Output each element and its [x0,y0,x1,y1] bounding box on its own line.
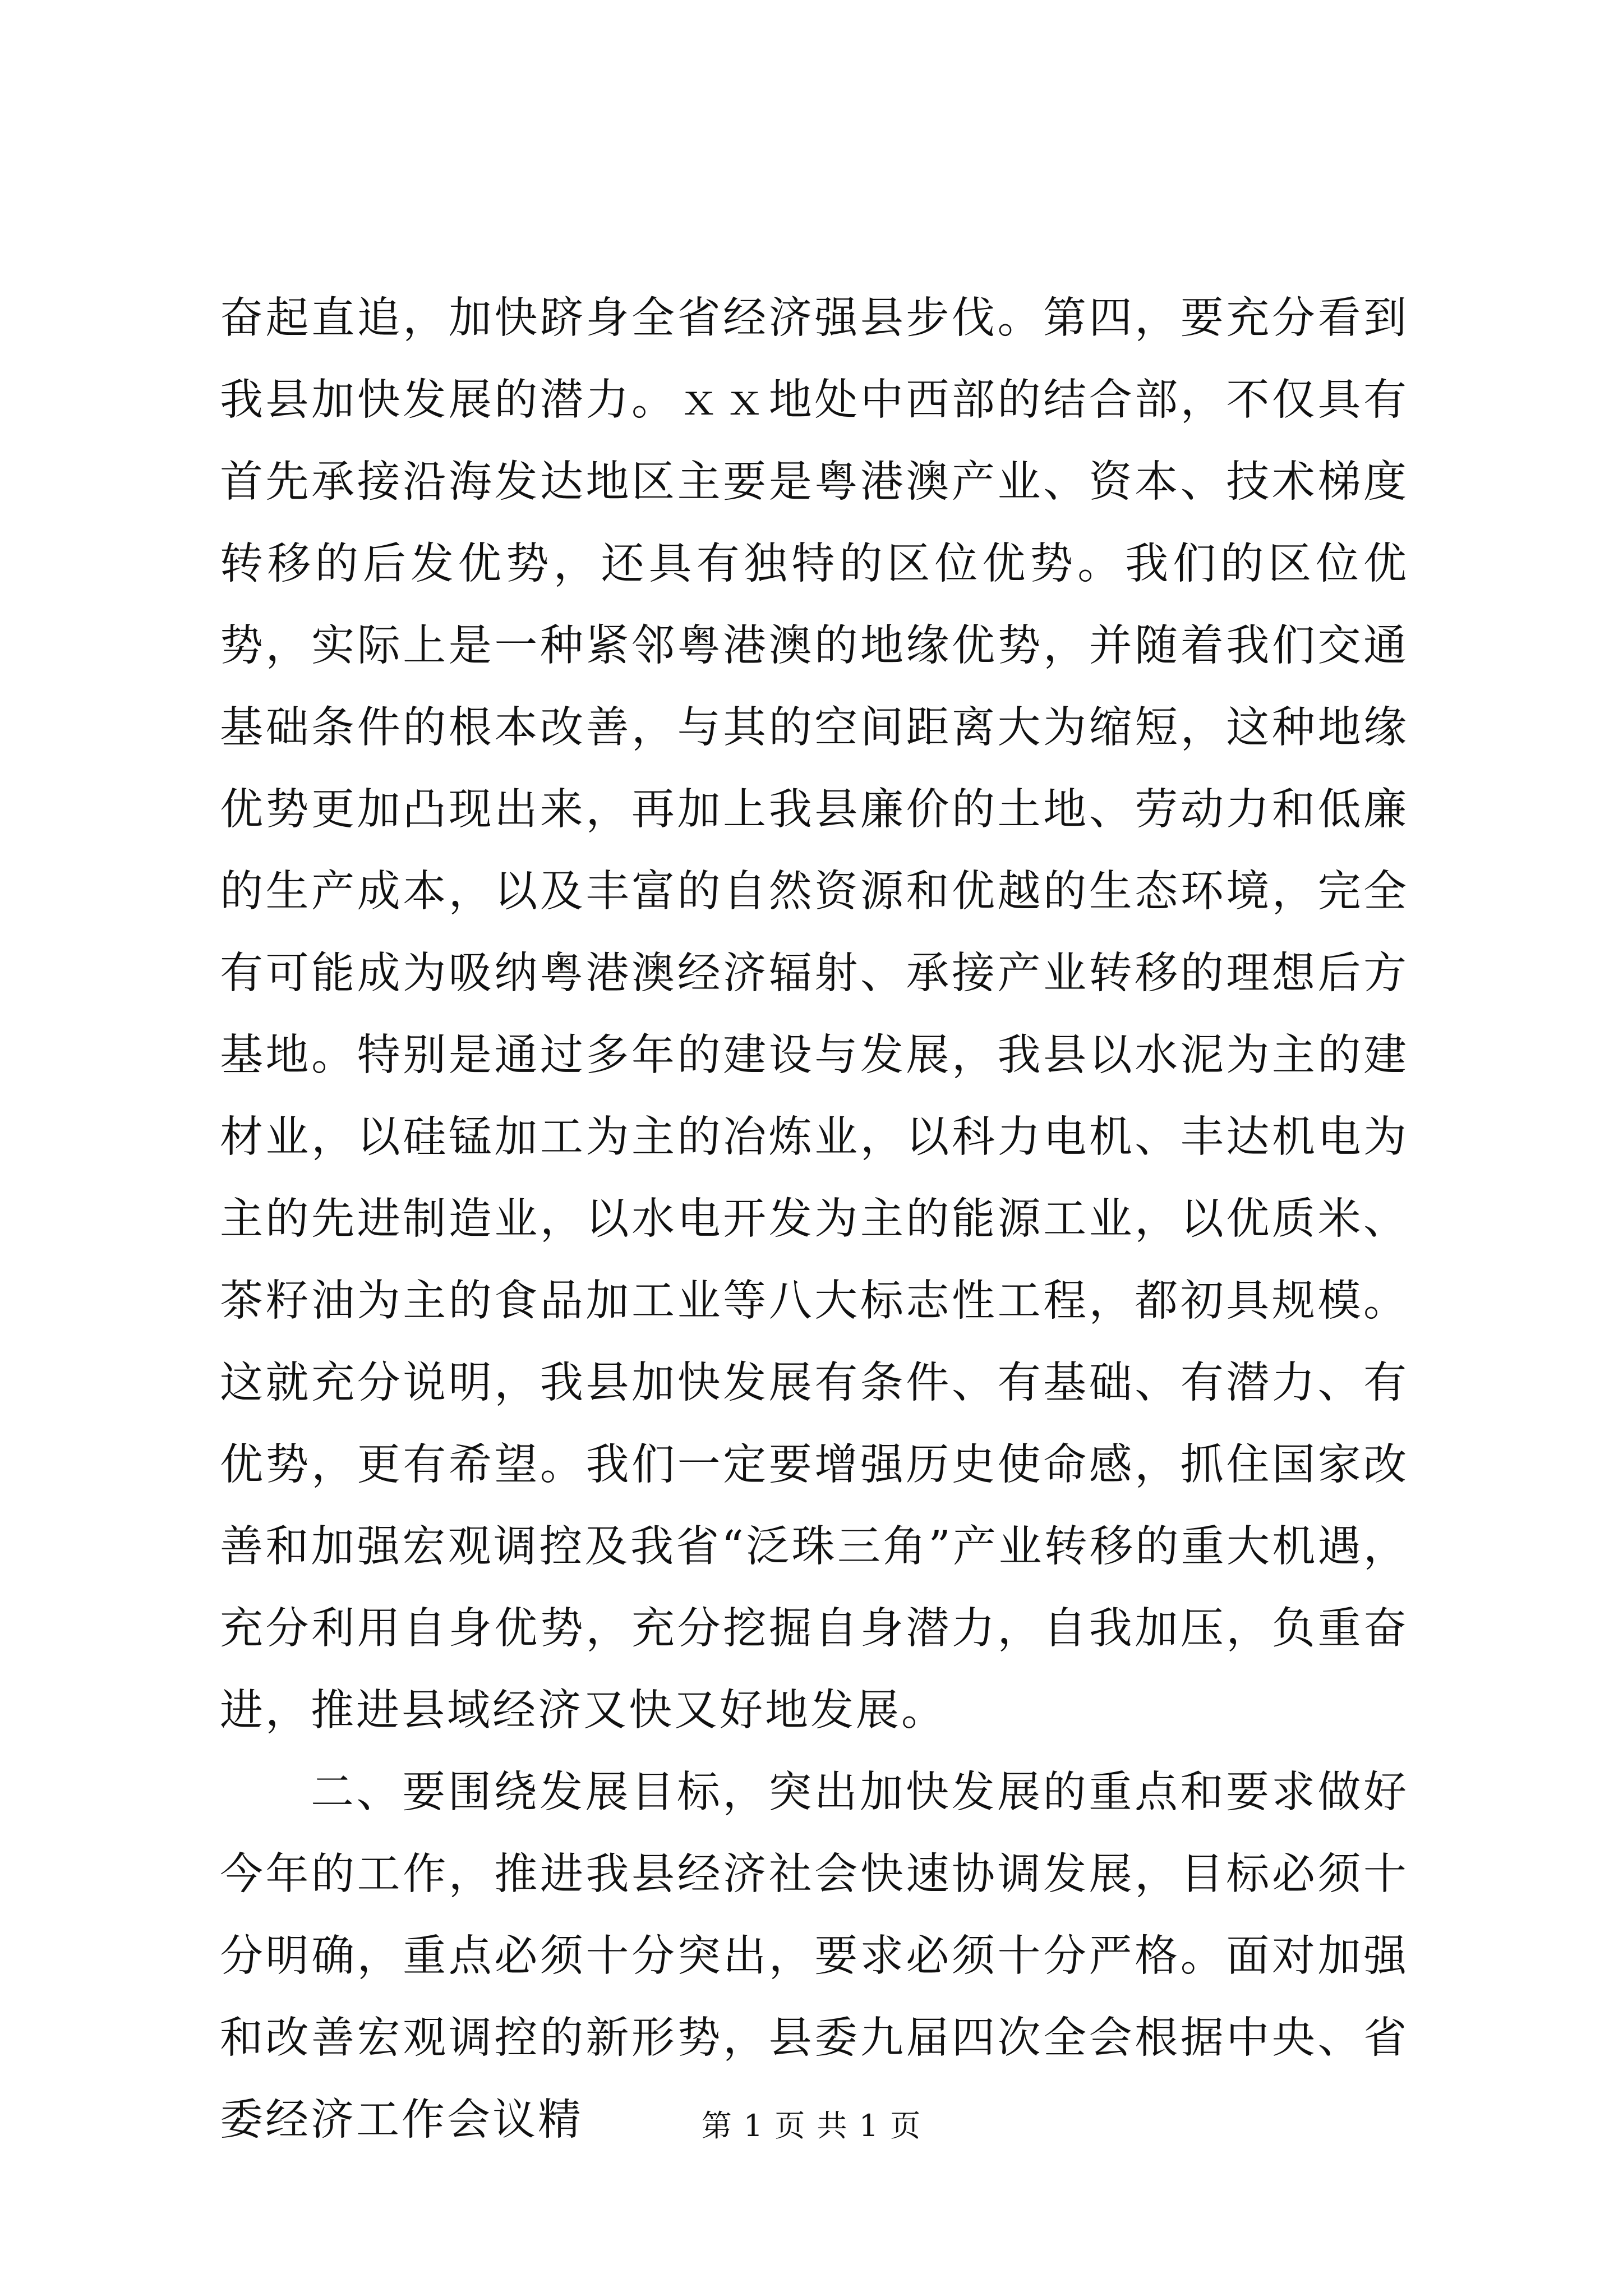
page-footer: 第 1 页 共 1 页 [701,2108,922,2143]
document-body [220,278,1409,2161]
paragraph-continued: 奋起直追，加快跻身全省经济强县步伐。第四，要充分看到我县加快发展的潜力。ｘｘ地处中西部的结合部，不仅具有首先承接沿海发达地区主要是粤港澳产业、资本、技术梯度转移的后发优势，还具有独特的区位优势。我们的区位优势，实际上是一种紧邻粤港澳的地缘优势，并随着我们交通基础条件的根本改善，与其的空间距离大为缩短，这种地缘优势更加凸现出来，再加上我县廉价的土地、劳动力和低廉的生产成本，以及丰富的自然资源和优越的生态环境，完全有可能成为吸纳粤港澳经济辐射、承接产业转移的理想后方基地。特别是通过多年的建设与发展，我县以水泥为主的建材业，以硅锰加工为主的冶炼业，以科力电机、丰达机电为主的先进制造业，以水电开发为主的能源工业，以优质米、茶籽油为主的食品加工业等八大标志性工程，都初具规模。这就充分说明，我县加快发展有条件、有基础、有潜力、有优势，更有希望。我们一定要增强历史使命感，抓住国家改善和加强宏观调控及我省“泛珠三角”产业转移的重大机遇，充分利用自身优势，充分挖掘自身潜力，自我加压，负重奋进，推进县域经济又快又好地发展。 [220,293,1409,1736]
paragraph-section-two: 二、要围绕发展目标，突出加快发展的重点和要求做好今年的工作，推进我县经济社会快速协调发展，目标必须十分明确，重点必须十分突出，要求必须十分严格。面对加强和改善宏观调控的新形势，县委九届四次全会根据中央、省委经济工作会议精 [220,1768,1409,2145]
